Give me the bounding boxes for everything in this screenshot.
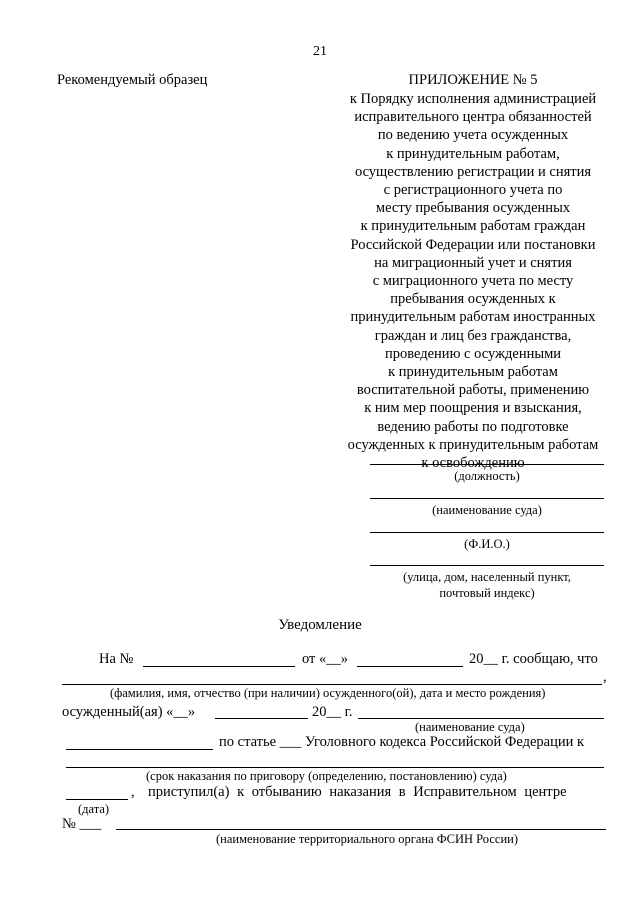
appendix-line: к освобождению — [421, 455, 525, 472]
address-field[interactable] — [370, 565, 604, 566]
fsin-body-field[interactable] — [116, 829, 606, 830]
start-date-field[interactable] — [66, 799, 128, 800]
reference-number-field[interactable] — [143, 666, 295, 667]
full-name-caption: (Ф.И.О.) — [464, 537, 510, 551]
reference-number-label: На № — [99, 651, 134, 667]
appendix-line: к Порядку исполнения администрацией — [349, 91, 597, 107]
address-caption-line1: (улица, дом, населенный пункт, — [403, 570, 571, 584]
notice-title: Уведомление — [278, 617, 362, 633]
comma-mark: , — [603, 669, 607, 685]
full-name-field[interactable] — [370, 532, 604, 533]
article-part-field[interactable] — [66, 749, 213, 750]
date-caption: (дата) — [78, 802, 110, 816]
appendix-line: осужденных к принудительным работам — [347, 436, 599, 453]
appendix-line: к принудительным работам — [388, 364, 558, 381]
address-caption-line2: почтовый индекс) — [439, 586, 535, 600]
position-field[interactable] — [370, 464, 604, 465]
appendix-line: принудительным работам иностранных — [350, 309, 596, 326]
fsin-caption: (наименование территориального органа ФСИН России) — [216, 832, 519, 846]
page-number: 21 — [313, 44, 327, 59]
verdict-year-label: 20__ г. — [312, 704, 353, 720]
court-caption: (наименование суда) — [415, 720, 525, 734]
appendix-line: к ним мер поощрения и взыскания, — [364, 400, 582, 417]
verdict-court-field[interactable] — [358, 718, 604, 719]
appendix-line: Российской Федерации или постановки — [350, 236, 596, 253]
person-field[interactable] — [62, 684, 602, 685]
recommended-sample-label: Рекомендуемый образец — [57, 72, 208, 88]
appendix-line: к принудительным работам, — [386, 145, 560, 162]
term-caption: (срок наказания по приговору (определению, постановлению) суда) — [146, 769, 507, 783]
comma-mark-2: , — [131, 784, 135, 800]
verdict-month-field[interactable] — [215, 718, 308, 719]
appendix-line: к принудительным работам граждан — [360, 218, 586, 235]
term-field[interactable] — [66, 767, 604, 768]
started-serving-text: приступил(а) к отбыванию наказания в Исправительном центре — [148, 784, 567, 800]
year-report-label: 20__ г. сообщаю, что — [469, 651, 598, 667]
appendix-line: исправительного центра обязанностей — [354, 109, 592, 126]
appendix-line: с регистрационного учета по — [383, 182, 563, 199]
appendix-line: ведению работы по подготовке — [377, 418, 569, 435]
position-caption: (должность) — [454, 469, 520, 483]
person-caption: (фамилия, имя, отчество (при наличии) осужденного(ой), дата и место рождения) — [110, 686, 546, 700]
article-label: по статье ___ Уголовного кодекса Российской Федерации к — [219, 734, 585, 750]
center-number-label: № ___ — [62, 816, 102, 832]
appendix-line: по ведению учета осужденных — [377, 127, 569, 144]
appendix-line: месту пребывания осужденных — [375, 200, 571, 217]
appendix-line: граждан и лиц без гражданства, — [374, 327, 572, 344]
convicted-label: осужденный(ая) «__» — [62, 704, 196, 720]
from-date-label: от «__» — [302, 651, 349, 667]
appendix-line: проведению с осужденными — [384, 345, 562, 362]
appendix-title: ПРИЛОЖЕНИЕ № 5 — [408, 72, 538, 88]
court-name-caption: (наименование суда) — [432, 503, 542, 517]
appendix-line: пребывания осужденных к — [390, 291, 556, 308]
court-name-field[interactable] — [370, 498, 604, 499]
appendix-line: на миграционный учет и снятия — [374, 254, 572, 271]
from-month-field[interactable] — [357, 666, 463, 667]
appendix-line: воспитательной работы, применению — [356, 382, 590, 399]
appendix-line: осуществлению регистрации и снятия — [354, 163, 592, 180]
appendix-line: с миграционного учета по месту — [372, 273, 574, 290]
appendix-text — [330, 90, 616, 472]
